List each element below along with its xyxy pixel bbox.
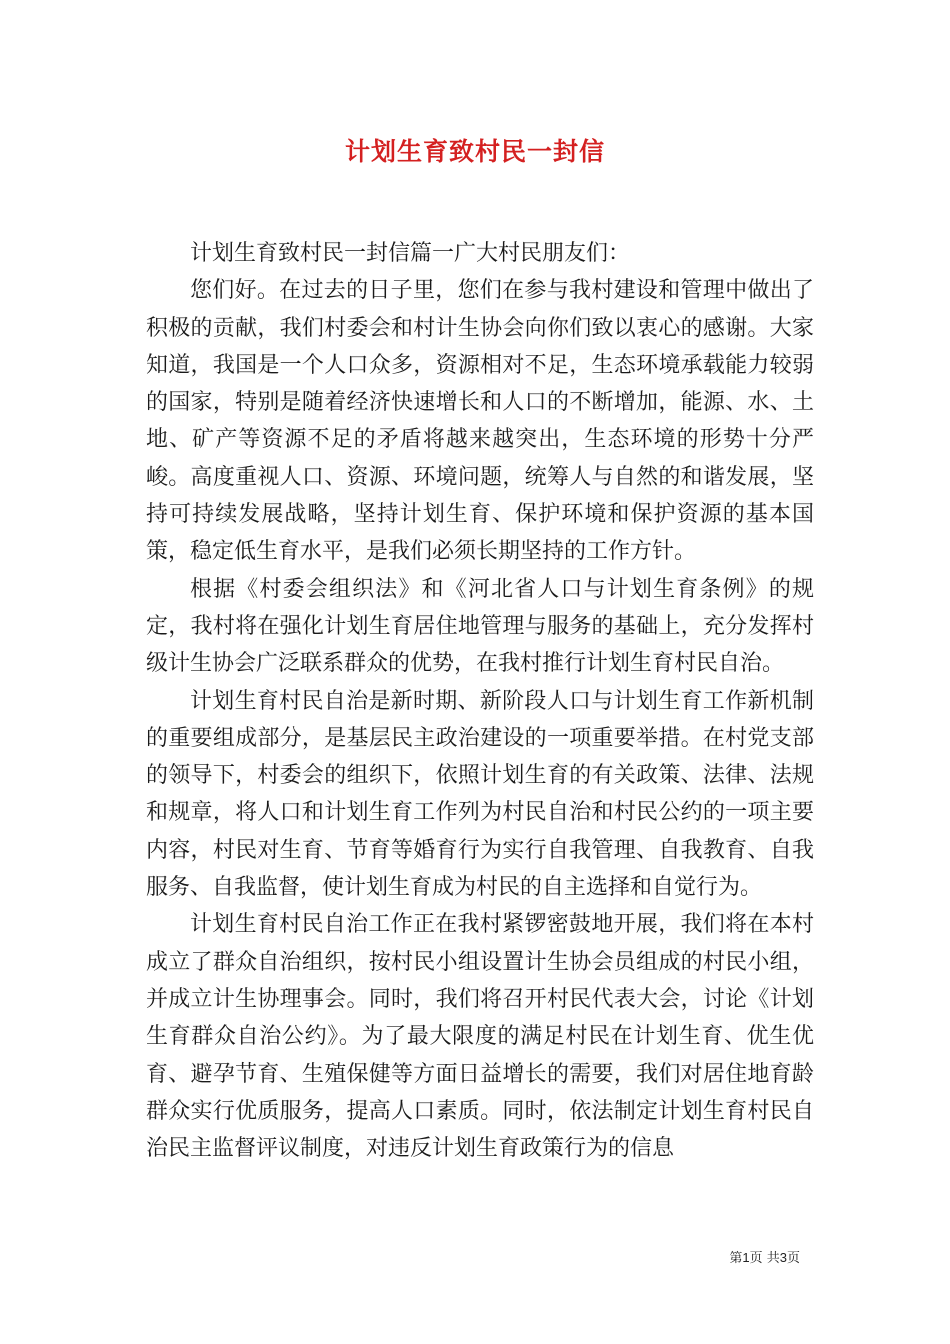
paragraph-1: 您们好。在过去的日子里，您们在参与我村建设和管理中做出了积极的贡献，我们村委会和村计生协会向你们致以衷心的感谢。大家知道，我国是一个人口众多，资源相对不足，生态环境承载能力较弱的国家，特别是随着经济快速增长和人口的不断增加，能源、水、土地、矿产等资源不足的矛盾将越来越突出，生态环境的形势十分严峻。高度重视人口、资源、环境问题，统筹人与自然的和谐发展，坚持可持续发展战略，坚持计划生育、保护环境和保护资源的基本国策，稳定低生育水平，是我们必须长期坚持的工作方针。 <box>146 278 814 565</box>
footer-total-pages: 3 <box>779 1250 787 1265</box>
document-body <box>146 235 814 1167</box>
paragraph-greeting: 计划生育致村民一封信篇一广大村民朋友们： <box>190 241 631 266</box>
footer-prefix: 第 <box>729 1251 743 1266</box>
footer-suffix: 页 <box>786 1251 800 1266</box>
paragraph-4: 计划生育村民自治工作正在我村紧锣密鼓地开展，我们将在本村成立了群众自治组织，按村民小组设置计生协会员组成的村民小组，并成立计生协理事会。同时，我们将召开村民代表大会，讨论《计划生育群众自治公约》。为了最大限度的满足村民在计划生育、优生优育、避孕节育、生殖保健等方面日益增长的需要，我们对居住地育龄群众实行优质服务，提高人口素质。同时，依法制定计划生育村民自治民主监督评议制度，对违反计划生育政策行为的信息 <box>146 912 814 1162</box>
page-footer <box>729 1247 800 1266</box>
document-title: 计划生育致村民一封信 <box>344 137 605 166</box>
paragraph-3: 计划生育村民自治是新时期、新阶段人口与计划生育工作新机制的重要组成部分，是基层民主政治建设的一项重要举措。在村党支部的领导下，村委会的组织下，依照计划生育的有关政策、法律、法规和规章，将人口和计划生育工作列为村民自治和村民公约的一项主要内容，村民对生育、节育等婚育行为实行自我管理、自我教育、自我服务、自我监督，使计划生育成为村民的自主选择和自觉行为。 <box>146 688 814 901</box>
footer-page-number: 1 <box>742 1250 750 1265</box>
footer-middle: 页 共 <box>749 1251 780 1266</box>
paragraph-2: 根据《村委会组织法》和《河北省人口与计划生育条例》的规定，我村将在强化计划生育居住地管理与服务的基础上，充分发挥村级计生协会广泛联系群众的优势，在我村推行计划生育村民自治。 <box>146 576 814 677</box>
